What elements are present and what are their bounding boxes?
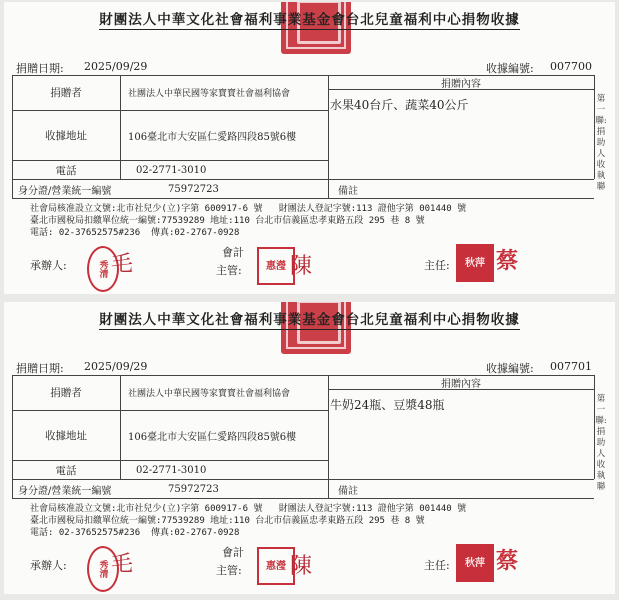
receipt-address: 106臺北市大安區仁愛路四段85號6樓 bbox=[128, 432, 297, 443]
handler-label: 承辦人: bbox=[30, 259, 67, 272]
handler-seal: 秀清 bbox=[87, 546, 119, 592]
content-label: 捐贈內容 bbox=[441, 78, 481, 90]
handler-signature: 毛 bbox=[111, 252, 134, 277]
footer-line-3: 電話: 02-37652575#236 傳真:02-2767-0928 bbox=[30, 528, 240, 538]
footer-line-2: 臺北市國稅局扣繳單位統一編號:77539289 地址:110 台北市信義區忠孝東路五段 295 巷 8 號 bbox=[30, 516, 425, 526]
director-label: 主任: bbox=[424, 559, 450, 572]
supervisor-seal: 惠瀅 bbox=[257, 547, 295, 585]
handler-label: 承辦人: bbox=[30, 559, 67, 572]
receipt-table bbox=[12, 375, 594, 498]
remarks-label: 備註 bbox=[338, 185, 358, 197]
phone-number: 02-2771-3010 bbox=[136, 164, 207, 176]
donation-date: 2025/09/29 bbox=[84, 360, 148, 373]
donation-receipt-1 bbox=[4, 2, 615, 294]
remarks-label: 備註 bbox=[338, 485, 358, 497]
id-label: 身分證/營業統一編號 bbox=[18, 485, 112, 497]
director-seal: 秋萍 bbox=[456, 544, 494, 582]
accountant-label: 會計 bbox=[222, 246, 244, 259]
accountant-label: 會計 bbox=[222, 546, 244, 559]
director-signature: 蔡 bbox=[495, 547, 518, 574]
date-label: 捐贈日期: bbox=[16, 62, 64, 75]
donor-label: 捐贈者 bbox=[50, 87, 82, 99]
supervisor-label: 主管: bbox=[216, 564, 242, 577]
tax-id: 75972723 bbox=[168, 183, 219, 195]
footer-line-1: 社會局核准設立文號:北市社兒少(立)字第 600917-6 號 財團法人登記字號:113 證他字第 001440 號 bbox=[30, 504, 467, 514]
content-label: 捐贈內容 bbox=[441, 378, 481, 390]
donation-content: 水果40台斤、蔬菜40公斤 bbox=[330, 97, 469, 112]
receipt-number-label: 收據編號: bbox=[486, 62, 534, 75]
address-label: 收據地址 bbox=[45, 130, 87, 142]
donation-receipt-2 bbox=[4, 302, 615, 594]
donation-date: 2025/09/29 bbox=[84, 60, 148, 73]
footer-line-1: 社會局核准設立文號:北市社兒少(立)字第 600917-6 號 財團法人登記字號:113 證他字第 001440 號 bbox=[30, 204, 467, 214]
donor-name: 社團法人中華民國等家寶寶社會福利協會 bbox=[128, 88, 291, 99]
receipt-address: 106臺北市大安區仁愛路四段85號6樓 bbox=[128, 132, 297, 143]
receipt-title: 財團法人中華文化社會福利事業基金會台北兒童福利中心捐物收據 bbox=[99, 312, 520, 328]
copy-note: 第一聯:捐助人收執聯 bbox=[595, 94, 607, 192]
director-label: 主任: bbox=[424, 259, 450, 272]
id-label: 身分證/營業統一編號 bbox=[18, 185, 112, 197]
supervisor-label: 主管: bbox=[216, 264, 242, 277]
supervisor-signature: 陳 bbox=[290, 254, 313, 279]
supervisor-signature: 陳 bbox=[290, 554, 313, 579]
phone-label: 電話 bbox=[55, 464, 77, 477]
director-signature: 蔡 bbox=[495, 247, 518, 274]
date-label: 捐贈日期: bbox=[16, 362, 64, 375]
tax-id: 75972723 bbox=[168, 483, 219, 495]
phone-label: 電話 bbox=[55, 164, 77, 177]
receipt-number: 007701 bbox=[550, 360, 592, 373]
footer-line-2: 臺北市國稅局扣繳單位統一編號:77539289 地址:110 台北市信義區忠孝東路五段 295 巷 8 號 bbox=[30, 216, 425, 226]
address-label: 收據地址 bbox=[45, 430, 87, 442]
receipt-number-label: 收據編號: bbox=[486, 362, 534, 375]
receipt-number: 007700 bbox=[550, 60, 592, 73]
footer-line-3: 電話: 02-37652575#236 傳真:02-2767-0928 bbox=[30, 228, 240, 238]
handler-signature: 毛 bbox=[111, 552, 134, 577]
receipt-table bbox=[12, 75, 594, 198]
donation-content: 牛奶24瓶、豆漿48瓶 bbox=[330, 397, 445, 412]
copy-note: 第一聯:捐助人收執聯 bbox=[595, 394, 607, 492]
handler-seal: 秀清 bbox=[87, 246, 119, 292]
donor-name: 社團法人中華民國等家寶寶社會福利協會 bbox=[128, 388, 291, 399]
supervisor-seal: 惠瀅 bbox=[257, 247, 295, 285]
director-seal: 秋萍 bbox=[456, 244, 494, 282]
phone-number: 02-2771-3010 bbox=[136, 464, 207, 476]
receipt-title: 財團法人中華文化社會福利事業基金會台北兒童福利中心捐物收據 bbox=[99, 12, 520, 28]
donor-label: 捐贈者 bbox=[50, 387, 82, 399]
